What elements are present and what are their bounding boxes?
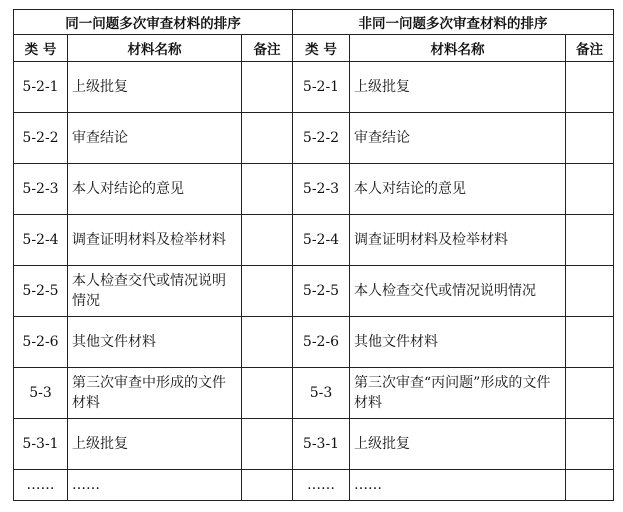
right-material-name: …… — [350, 470, 566, 501]
left-material-name: 本人对结论的意见 — [68, 164, 242, 215]
left-type-no: …… — [14, 470, 68, 501]
table-row — [14, 113, 614, 164]
left-note — [242, 164, 293, 215]
right-type-no: 5-3-1 — [293, 419, 350, 470]
right-header-type-no: 类 号 — [293, 35, 350, 62]
left-material-name: 本人检查交代或情况说明情况 — [68, 266, 242, 317]
right-material-name: 调查证明材料及检举材料 — [350, 215, 566, 266]
left-type-no: 5-2-1 — [14, 62, 68, 113]
right-type-no: 5-2-1 — [293, 62, 350, 113]
left-note — [242, 317, 293, 368]
right-type-no: 5-2-6 — [293, 317, 350, 368]
table-row — [14, 62, 614, 113]
left-header-type-no: 类 号 — [14, 35, 68, 62]
table-row — [14, 470, 614, 501]
left-material-name: 上级批复 — [68, 62, 242, 113]
left-header-name: 材料名称 — [68, 35, 242, 62]
right-note — [566, 266, 614, 317]
left-type-no: 5-2-2 — [14, 113, 68, 164]
right-type-no: 5-2-2 — [293, 113, 350, 164]
right-material-name: 其他文件材料 — [350, 317, 566, 368]
left-material-name: 第三次审查中形成的文件材料 — [68, 368, 242, 419]
right-header-note: 备注 — [566, 35, 614, 62]
table-row — [14, 266, 614, 317]
right-material-name: 上级批复 — [350, 419, 566, 470]
table-row — [14, 368, 614, 419]
right-type-no: 5-2-5 — [293, 266, 350, 317]
left-type-no: 5-3-1 — [14, 419, 68, 470]
left-note — [242, 215, 293, 266]
left-type-no: 5-2-4 — [14, 215, 68, 266]
right-table-title: 非同一问题多次审查材料的排序 — [293, 10, 614, 35]
right-type-no: 5-2-3 — [293, 164, 350, 215]
material-order-table — [13, 9, 614, 501]
right-note — [566, 62, 614, 113]
right-material-name: 本人对结论的意见 — [350, 164, 566, 215]
left-type-no: 5-2-3 — [14, 164, 68, 215]
left-note — [242, 368, 293, 419]
left-type-no: 5-2-5 — [14, 266, 68, 317]
left-material-name: 上级批复 — [68, 419, 242, 470]
left-note — [242, 113, 293, 164]
header-row — [14, 35, 614, 62]
left-material-name: …… — [68, 470, 242, 501]
left-material-name: 其他文件材料 — [68, 317, 242, 368]
left-material-name: 审查结论 — [68, 113, 242, 164]
left-note — [242, 266, 293, 317]
table-row — [14, 164, 614, 215]
table-row — [14, 419, 614, 470]
left-type-no: 5-2-6 — [14, 317, 68, 368]
left-note — [242, 470, 293, 501]
left-note — [242, 419, 293, 470]
right-material-name: 上级批复 — [350, 62, 566, 113]
table-row — [14, 215, 614, 266]
left-material-name: 调查证明材料及检举材料 — [68, 215, 242, 266]
left-note — [242, 62, 293, 113]
right-material-name: 本人检查交代或情况说明情况 — [350, 266, 566, 317]
right-note — [566, 419, 614, 470]
right-material-name: 审查结论 — [350, 113, 566, 164]
right-note — [566, 164, 614, 215]
right-type-no: 5-3 — [293, 368, 350, 419]
title-row — [14, 10, 614, 35]
right-note — [566, 215, 614, 266]
right-type-no: …… — [293, 470, 350, 501]
right-note — [566, 317, 614, 368]
left-type-no: 5-3 — [14, 368, 68, 419]
right-note — [566, 470, 614, 501]
left-header-note: 备注 — [242, 35, 293, 62]
left-table-title: 同一问题多次审查材料的排序 — [14, 10, 293, 35]
right-material-name: 第三次审查“丙问题”形成的文件材料 — [350, 368, 566, 419]
right-type-no: 5-2-4 — [293, 215, 350, 266]
table-row — [14, 317, 614, 368]
right-header-name: 材料名称 — [350, 35, 566, 62]
right-note — [566, 368, 614, 419]
right-note — [566, 113, 614, 164]
